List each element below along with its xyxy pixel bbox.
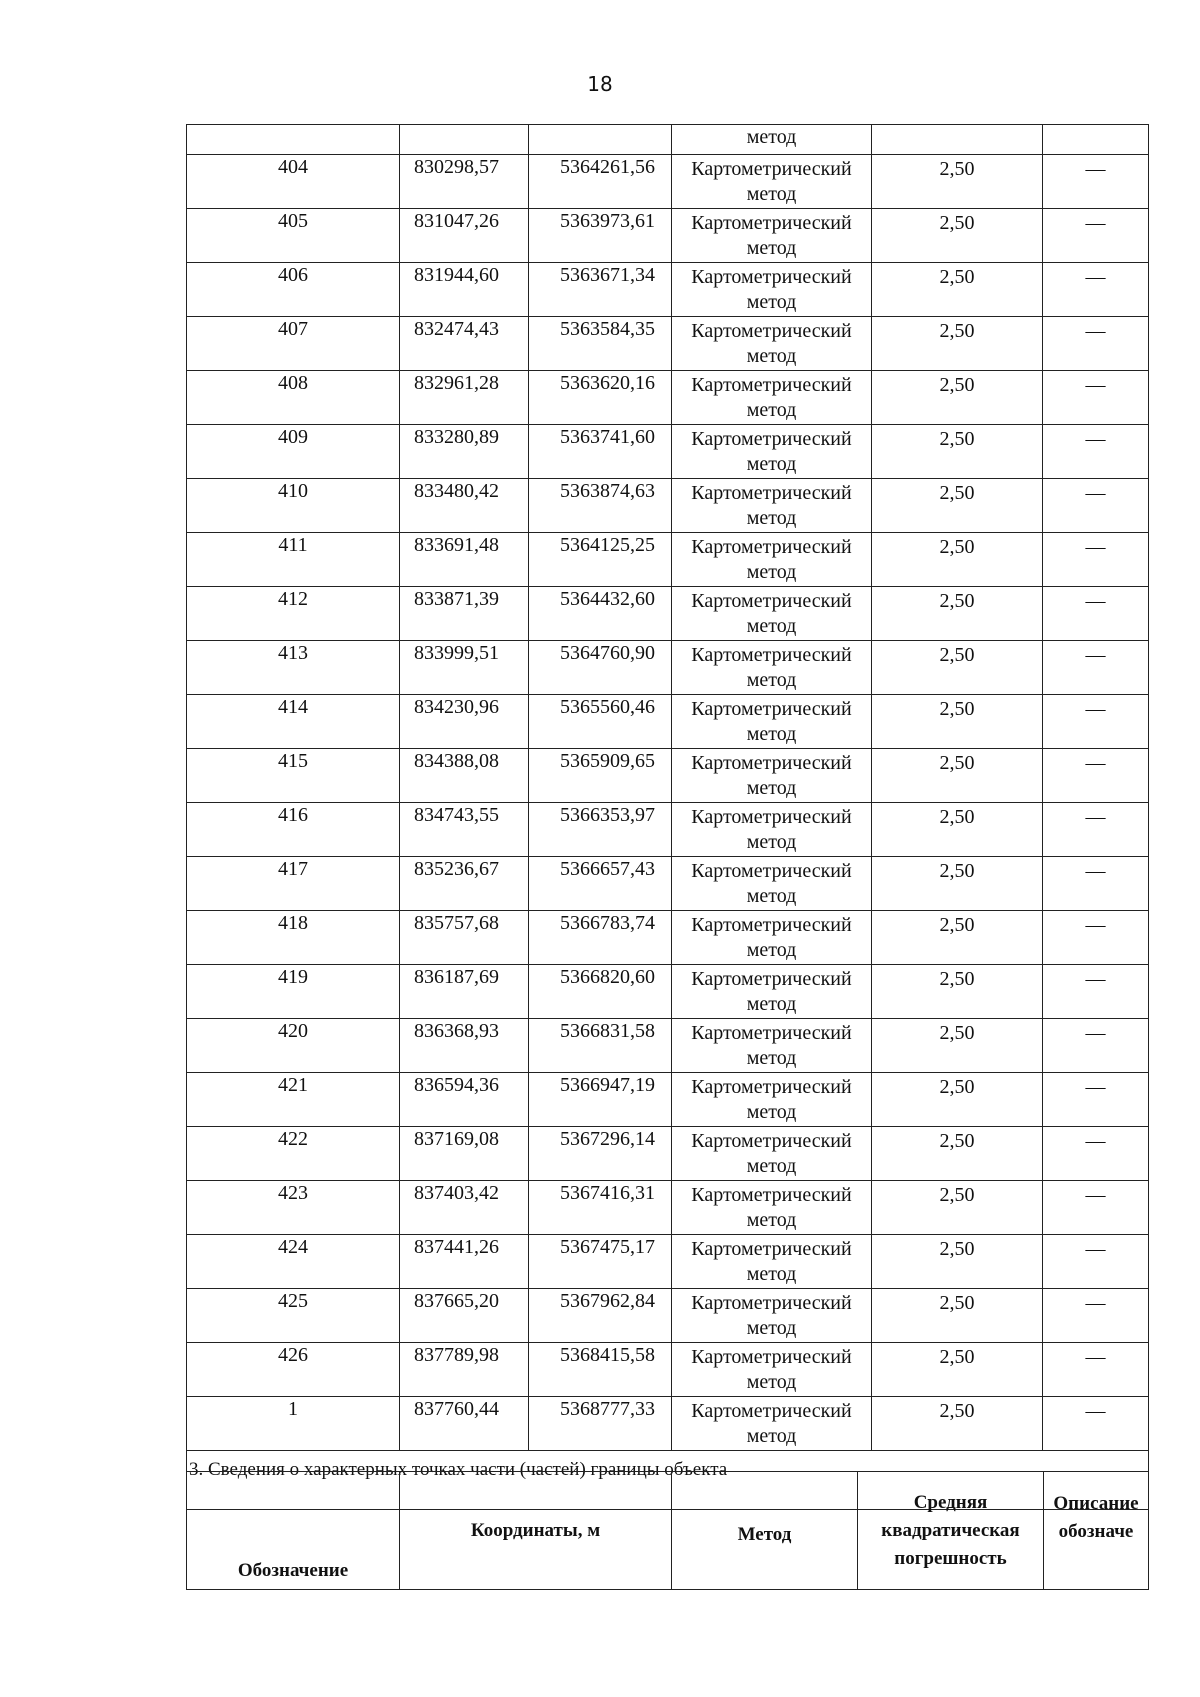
coord-y: 5366820,60 (529, 965, 672, 1019)
method-line-2: метод (746, 885, 797, 907)
method-line-1: Картометрический (691, 536, 852, 558)
coord-y: 5363671,34 (529, 263, 672, 317)
method-line-1: Картометрический (691, 158, 852, 180)
table-row (187, 479, 1149, 533)
error-value: 2,50 (872, 1343, 1043, 1397)
coord-y: 5368777,33 (529, 1397, 672, 1451)
method-line-2: метод (746, 1101, 797, 1123)
description-dash: — (1043, 587, 1149, 641)
coord-y: 5366947,19 (529, 1073, 672, 1127)
description-dash: — (1043, 1235, 1149, 1289)
error-value: 2,50 (872, 317, 1043, 371)
coord-x: 837789,98 (400, 1343, 529, 1397)
coord-x: 836187,69 (400, 965, 529, 1019)
table-row (187, 1127, 1149, 1181)
header-error (858, 1472, 1044, 1590)
coord-x: 837665,20 (400, 1289, 529, 1343)
coord-x: 833480,42 (400, 479, 529, 533)
description-dash: — (1043, 425, 1149, 479)
method-line-1: Картометрический (691, 266, 852, 288)
table-row (187, 911, 1149, 965)
coord-x: 834743,55 (400, 803, 529, 857)
table-row (187, 1181, 1149, 1235)
coord-x: 835757,68 (400, 911, 529, 965)
description-dash: — (1043, 857, 1149, 911)
method-line-1: Картометрический (691, 1076, 852, 1098)
point-id: 421 (187, 1073, 400, 1127)
method-line-1: Картометрический (691, 644, 852, 666)
point-id: 407 (187, 317, 400, 371)
method-line-1: Картометрический (691, 860, 852, 882)
point-id: 405 (187, 209, 400, 263)
coord-y: 5366657,43 (529, 857, 672, 911)
coord-y: 5363584,35 (529, 317, 672, 371)
coord-x: 837169,08 (400, 1127, 529, 1181)
method-cell (672, 1019, 872, 1073)
coord-y: 5364125,25 (529, 533, 672, 587)
coord-x: 834230,96 (400, 695, 529, 749)
description-dash: — (1043, 371, 1149, 425)
method-line-2: метод (746, 291, 797, 313)
method-line-2: метод (746, 993, 797, 1015)
error-value: 2,50 (872, 371, 1043, 425)
description-dash: — (1043, 209, 1149, 263)
table-row (187, 533, 1149, 587)
error-value: 2,50 (872, 1235, 1043, 1289)
header-coordinates: Координаты, м (400, 1472, 672, 1590)
method-cell (672, 803, 872, 857)
point-id: 417 (187, 857, 400, 911)
coord-y: 5367475,17 (529, 1235, 672, 1289)
point-id: 423 (187, 1181, 400, 1235)
coord-x: 834388,08 (400, 749, 529, 803)
point-id: 424 (187, 1235, 400, 1289)
method-line-1: Картометрический (691, 1400, 852, 1422)
method-line-2: метод (746, 507, 797, 529)
coord-y: 5366831,58 (529, 1019, 672, 1073)
table-row (187, 155, 1149, 209)
coord-x: 836368,93 (400, 1019, 529, 1073)
method-cell (672, 749, 872, 803)
method-line-2: метод (746, 1263, 797, 1285)
coord-x: 837760,44 (400, 1397, 529, 1451)
error-value: 2,50 (872, 1289, 1043, 1343)
point-id: 412 (187, 587, 400, 641)
method-line-2: метод (746, 399, 797, 421)
point-id: 416 (187, 803, 400, 857)
description-dash: — (1043, 1397, 1149, 1451)
method-cell (672, 1181, 872, 1235)
coord-x: 833999,51 (400, 641, 529, 695)
error-value: 2,50 (872, 533, 1043, 587)
continuation-row (187, 125, 1149, 155)
method-line-1: Картометрический (691, 482, 852, 504)
method-cell (672, 587, 872, 641)
coord-y: 5367416,31 (529, 1181, 672, 1235)
method-line-2: метод (746, 777, 797, 799)
header-designation: Обозначение (187, 1472, 400, 1590)
coord-x: 835236,67 (400, 857, 529, 911)
point-id: 418 (187, 911, 400, 965)
table-row (187, 1019, 1149, 1073)
method-line-2: метод (746, 237, 797, 259)
table-row (187, 1289, 1149, 1343)
description-dash: — (1043, 533, 1149, 587)
method-line-2: метод (746, 183, 797, 205)
method-cell (672, 965, 872, 1019)
method-line-1: Картометрический (691, 212, 852, 234)
method-line-2: метод (746, 1047, 797, 1069)
description-dash: — (1043, 479, 1149, 533)
method-cell (672, 1127, 872, 1181)
error-value: 2,50 (872, 1397, 1043, 1451)
method-line-1: Картометрический (691, 698, 852, 720)
method-cell (672, 317, 872, 371)
coordinates-table (186, 124, 1149, 1510)
error-value: 2,50 (872, 695, 1043, 749)
method-cell (672, 1343, 872, 1397)
table-row (187, 587, 1149, 641)
header-error-line-3: погрешность (894, 1547, 1007, 1569)
coord-y: 5367296,14 (529, 1127, 672, 1181)
coord-x: 833691,48 (400, 533, 529, 587)
error-value: 2,50 (872, 209, 1043, 263)
coord-y: 5367962,84 (529, 1289, 672, 1343)
coord-y: 5366783,74 (529, 911, 672, 965)
method-cell (672, 209, 872, 263)
table-row (187, 1397, 1149, 1451)
point-id: 409 (187, 425, 400, 479)
method-line-2: метод (746, 1209, 797, 1231)
point-id: 426 (187, 1343, 400, 1397)
method-line-1: Картометрический (691, 1346, 852, 1368)
table-row (187, 263, 1149, 317)
description-dash: — (1043, 641, 1149, 695)
method-line-1: Картометрический (691, 374, 852, 396)
coord-x: 831047,26 (400, 209, 529, 263)
coord-x: 831944,60 (400, 263, 529, 317)
coordinates-table-body (187, 125, 1149, 1451)
method-line-1: Картометрический (691, 914, 852, 936)
coord-y: 5368415,58 (529, 1343, 672, 1397)
point-id: 414 (187, 695, 400, 749)
point-id: 411 (187, 533, 400, 587)
description-dash: — (1043, 155, 1149, 209)
method-line-2: метод (746, 1317, 797, 1339)
method-line-2: метод (746, 831, 797, 853)
point-id: 413 (187, 641, 400, 695)
method-cell (672, 479, 872, 533)
description-dash: — (1043, 965, 1149, 1019)
method-line-2: метод (746, 1155, 797, 1177)
method-line-1: Картометрический (691, 1130, 852, 1152)
coord-y: 5365560,46 (529, 695, 672, 749)
method-line-1: Картометрический (691, 1292, 852, 1314)
description-dash: — (1043, 1343, 1149, 1397)
page-number: 18 (587, 72, 613, 96)
header-method: Метод (672, 1472, 858, 1590)
description-dash: — (1043, 263, 1149, 317)
method-line-2: метод (746, 345, 797, 367)
table-row (187, 425, 1149, 479)
method-line-2: метод (746, 669, 797, 691)
table-row (187, 371, 1149, 425)
error-value: 2,50 (872, 425, 1043, 479)
coord-y: 5364432,60 (529, 587, 672, 641)
description-dash: — (1043, 1127, 1149, 1181)
error-value: 2,50 (872, 965, 1043, 1019)
method-line-1: Картометрический (691, 320, 852, 342)
error-value: 2,50 (872, 749, 1043, 803)
method-cell (672, 371, 872, 425)
method-line-2: метод (746, 561, 797, 583)
method-cell (672, 263, 872, 317)
method-line-1: Картометрический (691, 590, 852, 612)
section-3-header-row (187, 1472, 1149, 1590)
header-error-line-1: Средняя (913, 1491, 988, 1513)
method-line-2: метод (746, 453, 797, 475)
method-cell (672, 1289, 872, 1343)
table-row (187, 857, 1149, 911)
error-value: 2,50 (872, 263, 1043, 317)
method-cell (672, 641, 872, 695)
coord-x: 830298,57 (400, 155, 529, 209)
error-value: 2,50 (872, 857, 1043, 911)
error-value: 2,50 (872, 1019, 1043, 1073)
point-id: 420 (187, 1019, 400, 1073)
method-cell (672, 1073, 872, 1127)
coord-x: 837441,26 (400, 1235, 529, 1289)
method-line-1: Картометрический (691, 428, 852, 450)
section-3-title: 3. Сведения о характерных точках части (частей) границы объекта (187, 1451, 1149, 1510)
description-dash: — (1043, 1019, 1149, 1073)
header-description-line-2: обозначе (1058, 1521, 1134, 1542)
description-dash: — (1043, 911, 1149, 965)
point-id: 422 (187, 1127, 400, 1181)
header-description (1044, 1472, 1149, 1590)
description-dash: — (1043, 695, 1149, 749)
coord-x: 837403,42 (400, 1181, 529, 1235)
point-id: 425 (187, 1289, 400, 1343)
point-id: 1 (187, 1397, 400, 1451)
method-line-1: Картометрический (691, 968, 852, 990)
method-cell (672, 1397, 872, 1451)
coord-x: 836594,36 (400, 1073, 529, 1127)
table-row (187, 803, 1149, 857)
coord-y: 5363741,60 (529, 425, 672, 479)
coord-x: 833871,39 (400, 587, 529, 641)
description-dash: — (1043, 803, 1149, 857)
error-value: 2,50 (872, 1127, 1043, 1181)
point-id: 415 (187, 749, 400, 803)
method-line-1: Картометрический (691, 752, 852, 774)
method-cell (672, 533, 872, 587)
point-id: 406 (187, 263, 400, 317)
error-value: 2,50 (872, 155, 1043, 209)
description-dash: — (1043, 1181, 1149, 1235)
method-line-2: метод (746, 723, 797, 745)
error-value: 2,50 (872, 911, 1043, 965)
table-row (187, 1343, 1149, 1397)
coord-y: 5364760,90 (529, 641, 672, 695)
method-cell (672, 695, 872, 749)
method-cell (672, 425, 872, 479)
table-row (187, 695, 1149, 749)
coord-y: 5363620,16 (529, 371, 672, 425)
method-line-2: метод (746, 615, 797, 637)
method-line-1: Картометрический (691, 1184, 852, 1206)
method-line-1: Картометрический (691, 1238, 852, 1260)
coord-x: 832961,28 (400, 371, 529, 425)
description-dash: — (1043, 1073, 1149, 1127)
method-cell (672, 911, 872, 965)
error-value: 2,50 (872, 1181, 1043, 1235)
description-dash: — (1043, 749, 1149, 803)
table-row (187, 1235, 1149, 1289)
coord-y: 5363874,63 (529, 479, 672, 533)
method-line-2: метод (746, 1425, 797, 1447)
method-cell (672, 155, 872, 209)
error-value: 2,50 (872, 641, 1043, 695)
coord-y: 5364261,56 (529, 155, 672, 209)
coord-y: 5365909,65 (529, 749, 672, 803)
continuation-method: метод (672, 125, 872, 155)
section-3-header-table (186, 1471, 1149, 1590)
method-cell (672, 857, 872, 911)
point-id: 408 (187, 371, 400, 425)
error-value: 2,50 (872, 803, 1043, 857)
table-row (187, 965, 1149, 1019)
table-row (187, 209, 1149, 263)
header-description-line-1: Описание (1053, 1493, 1139, 1514)
method-line-2: метод (746, 939, 797, 961)
method-cell (672, 1235, 872, 1289)
point-id: 410 (187, 479, 400, 533)
coord-y: 5363973,61 (529, 209, 672, 263)
coord-x: 833280,89 (400, 425, 529, 479)
method-line-1: Картометрический (691, 1022, 852, 1044)
table-row (187, 1073, 1149, 1127)
description-dash: — (1043, 317, 1149, 371)
table-row (187, 749, 1149, 803)
error-value: 2,50 (872, 479, 1043, 533)
error-value: 2,50 (872, 1073, 1043, 1127)
header-error-line-2: квадратическая (881, 1519, 1020, 1541)
table-row (187, 317, 1149, 371)
point-id: 404 (187, 155, 400, 209)
method-line-2: метод (746, 1371, 797, 1393)
table-row (187, 641, 1149, 695)
description-dash: — (1043, 1289, 1149, 1343)
point-id: 419 (187, 965, 400, 1019)
method-line-1: Картометрический (691, 806, 852, 828)
coord-x: 832474,43 (400, 317, 529, 371)
error-value: 2,50 (872, 587, 1043, 641)
coord-y: 5366353,97 (529, 803, 672, 857)
